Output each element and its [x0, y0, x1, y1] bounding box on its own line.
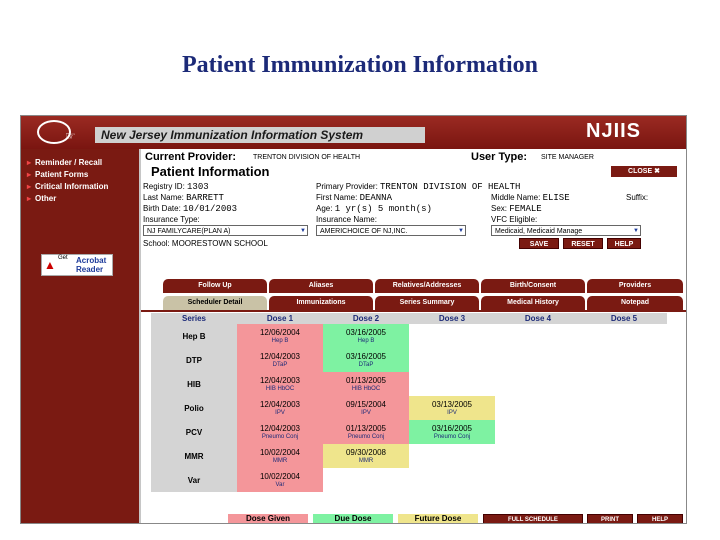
dose-vaccine-name: IPV: [447, 409, 457, 416]
dose-date: 03/16/2005: [431, 423, 473, 433]
table-row: [151, 420, 667, 444]
dose-cell: [409, 372, 495, 396]
dose-cell: [495, 444, 581, 468]
dose-cell: [495, 324, 581, 348]
middle-name-value: ELISE: [542, 193, 570, 203]
birth-date-label: Birth Date:: [143, 204, 181, 213]
dose-vaccine-name: Pneumo Conj: [433, 433, 471, 440]
section-title: Patient Information: [151, 164, 270, 179]
dose-cell: [581, 420, 667, 444]
user-type-label: User Type:: [471, 151, 528, 163]
dose-cell[interactable]: [237, 324, 323, 348]
table-row: [151, 444, 667, 468]
patient-form: [141, 179, 686, 259]
dose-date: 09/30/2008: [345, 447, 387, 457]
slide-title: Patient Immunization Information: [182, 52, 538, 78]
dose-cell: [495, 372, 581, 396]
vfc-eligible-select[interactable]: Medicaid, Medicaid Manage ▼: [491, 225, 641, 236]
main-content: [141, 149, 686, 523]
dose-cell[interactable]: [237, 420, 323, 444]
acrobat-get-label: Get: [58, 255, 68, 261]
dose-vaccine-name: HIB HbOC: [351, 385, 381, 392]
last-name-label: Last Name:: [143, 193, 184, 202]
app-banner: [21, 116, 686, 149]
dose-vaccine-name: Pneumo Conj: [261, 433, 299, 440]
provider-bar: [141, 151, 686, 163]
dose-cell: [409, 348, 495, 372]
dose-cell[interactable]: [409, 396, 495, 420]
adobe-icon: ▲: [44, 258, 56, 272]
dose-vaccine-name: Hep B: [271, 337, 289, 344]
dose-vaccine-name: Hep B: [357, 337, 375, 344]
help-button[interactable]: HELP: [607, 238, 641, 249]
dose-cell[interactable]: [323, 372, 409, 396]
registry-id-value: 1303: [187, 182, 209, 192]
dose-vaccine-name: MMR: [358, 457, 374, 464]
vfc-eligible-label: VFC Eligible:: [491, 215, 538, 224]
app-window: [20, 115, 687, 524]
vaccine-series-cell: Polio: [151, 396, 237, 420]
tab-series-summary[interactable]: Series Summary: [375, 296, 479, 310]
dose-vaccine-name: Pneumo Conj: [347, 433, 385, 440]
legend-due-dose: Due Dose: [313, 514, 393, 524]
user-type-value: SITE MANAGER: [541, 154, 594, 161]
dose-date: 12/04/2003: [259, 351, 301, 361]
suffix-label: Suffix:: [626, 193, 649, 202]
sex-label: Sex:: [491, 204, 508, 213]
insurance-name-select[interactable]: AMERICHOICE OF NJ,INC. ▼: [316, 225, 466, 236]
acrobat-reader-badge[interactable]: [41, 254, 113, 276]
dose-cell: [581, 372, 667, 396]
nav-other[interactable]: ▸ Other: [21, 193, 139, 205]
schedule-body: [151, 324, 667, 492]
dose-cell[interactable]: [323, 324, 409, 348]
close-label: CLOSE: [628, 168, 653, 175]
table-row: [151, 372, 667, 396]
dose-date: 12/04/2003: [259, 375, 301, 385]
legend-future-dose: Future Dose: [398, 514, 478, 524]
dose-cell: [581, 324, 667, 348]
tab-aliases[interactable]: Aliases: [269, 279, 373, 293]
first-name-label: First Name:: [316, 193, 358, 202]
dose-date: 10/02/2004: [259, 447, 301, 457]
print-button[interactable]: PRINT: [587, 514, 633, 524]
current-provider-value: TRENTON DIVISION OF HEALTH: [253, 154, 361, 161]
dose-cell[interactable]: [323, 444, 409, 468]
dose-cell[interactable]: [237, 396, 323, 420]
dose-cell: [495, 420, 581, 444]
njiis-logo: NJIIS: [586, 120, 642, 142]
first-name-value: DEANNA: [359, 193, 392, 203]
dose-cell[interactable]: [237, 348, 323, 372]
app-title: New Jersey Immunization Information System: [95, 127, 425, 143]
age-label: Age:: [316, 204, 333, 213]
sidebar: [21, 149, 139, 523]
primary-provider-value: TRENTON DIVISION OF HEALTH: [380, 182, 521, 192]
tab-medical-history[interactable]: Medical History: [481, 296, 585, 310]
vaccine-series-cell: HIB: [151, 372, 237, 396]
tab-underline: [141, 310, 686, 312]
dose-vaccine-name: DTaP: [272, 361, 288, 368]
dose-vaccine-name: DTaP: [358, 361, 374, 368]
nav-reminder-recall[interactable]: ▸ Reminder / Recall: [21, 157, 139, 169]
vaccine-series-cell: Var: [151, 468, 237, 492]
sidebar-nav: [21, 149, 139, 205]
schedule-header-row: [151, 313, 667, 324]
dose-vaccine-name: MMR: [272, 457, 288, 464]
dose-cell: [409, 324, 495, 348]
insurance-name-label: Insurance Name:: [316, 215, 377, 224]
dose-cell: [495, 468, 581, 492]
dose-cell: [581, 348, 667, 372]
dose-date: 10/02/2004: [259, 471, 301, 481]
hand-cursor-icon: ☞: [65, 129, 76, 143]
tab-notepad[interactable]: Notepad: [587, 296, 683, 310]
nav-patient-forms[interactable]: ▸ Patient Forms: [21, 169, 139, 181]
reset-button[interactable]: RESET: [563, 238, 603, 249]
full-schedule-button[interactable]: FULL SCHEDULE: [483, 514, 583, 524]
vaccine-series-cell: Hep B: [151, 324, 237, 348]
column-header-dose-1: Dose 1: [237, 313, 323, 324]
dose-date: 01/13/2005: [345, 375, 387, 385]
dose-cell[interactable]: [323, 396, 409, 420]
dose-cell: [581, 444, 667, 468]
birth-date-value: 10/01/2003: [183, 204, 238, 214]
school-value: MOORESTOWN SCHOOL: [171, 239, 268, 248]
column-header-dose-4: Dose 4: [495, 313, 581, 324]
legend-dose-given: Dose Given: [228, 514, 308, 524]
reader-label: Reader: [76, 265, 104, 274]
column-header-dose-2: Dose 2: [323, 313, 409, 324]
dose-date: 12/04/2003: [259, 399, 301, 409]
dose-cell[interactable]: [237, 468, 323, 492]
dose-cell: [581, 468, 667, 492]
dose-date: 03/13/2005: [431, 399, 473, 409]
current-provider-label: Current Provider:: [145, 151, 237, 163]
dose-date: 03/16/2005: [345, 351, 387, 361]
dose-vaccine-name: IPV: [275, 409, 285, 416]
tab-relatives-addresses[interactable]: Relatives/Addresses: [375, 279, 479, 293]
table-row: [151, 396, 667, 420]
vaccine-series-cell: MMR: [151, 444, 237, 468]
dose-date: 09/15/2004: [345, 399, 387, 409]
tab-follow-up[interactable]: Follow Up: [163, 279, 267, 293]
dose-cell: [409, 444, 495, 468]
dose-date: 12/04/2003: [259, 423, 301, 433]
dose-cell[interactable]: [323, 348, 409, 372]
table-row: [151, 324, 667, 348]
dose-cell[interactable]: [237, 444, 323, 468]
age-value: 1 yr(s) 5 month(s): [334, 204, 432, 214]
dose-vaccine-name: IPV: [361, 409, 371, 416]
schedule-table: [151, 313, 667, 492]
dose-vaccine-name: Var: [275, 481, 285, 488]
registry-id-label: Registry ID:: [143, 182, 185, 191]
table-row: [151, 468, 667, 492]
bottom-help-button[interactable]: HELP: [637, 514, 683, 524]
vaccine-series-cell: DTP: [151, 348, 237, 372]
dose-date: 12/06/2004: [259, 327, 301, 337]
vaccine-series-cell: PCV: [151, 420, 237, 444]
nav-critical-information[interactable]: ▸ Critical Information: [21, 181, 139, 193]
save-button[interactable]: SAVE: [519, 238, 559, 249]
dose-cell[interactable]: [409, 420, 495, 444]
acrobat-label: Acrobat: [76, 256, 107, 265]
close-icon: ✖: [654, 168, 660, 175]
dose-cell: [581, 396, 667, 420]
dose-vaccine-name: HIB HbOC: [265, 385, 295, 392]
dose-cell[interactable]: [237, 372, 323, 396]
close-button[interactable]: [611, 166, 677, 177]
dose-cell: [495, 348, 581, 372]
column-header-series: Series: [151, 313, 237, 324]
tab-birth-consent[interactable]: Birth/Consent: [481, 279, 585, 293]
dose-date: 01/13/2005: [345, 423, 387, 433]
dose-cell: [323, 468, 409, 492]
column-header-dose-5: Dose 5: [581, 313, 667, 324]
dose-cell[interactable]: [323, 420, 409, 444]
table-row: [151, 348, 667, 372]
dose-cell: [495, 396, 581, 420]
school-label: School:: [143, 239, 170, 248]
dose-cell: [409, 468, 495, 492]
middle-name-label: Middle Name:: [491, 193, 541, 202]
sex-value: FEMALE: [509, 204, 542, 214]
tab-scheduler-detail[interactable]: Scheduler Detail: [163, 296, 267, 310]
insurance-type-select[interactable]: NJ FAMILYCARE(PLAN A) ▼: [143, 225, 308, 236]
tab-immunizations[interactable]: Immunizations: [269, 296, 373, 310]
tab-providers[interactable]: Providers: [587, 279, 683, 293]
last-name-value: BARRETT: [186, 193, 224, 203]
dose-date: 03/16/2005: [345, 327, 387, 337]
primary-provider-label: Primary Provider:: [316, 182, 378, 191]
insurance-type-label: Insurance Type:: [143, 215, 200, 224]
column-header-dose-3: Dose 3: [409, 313, 495, 324]
